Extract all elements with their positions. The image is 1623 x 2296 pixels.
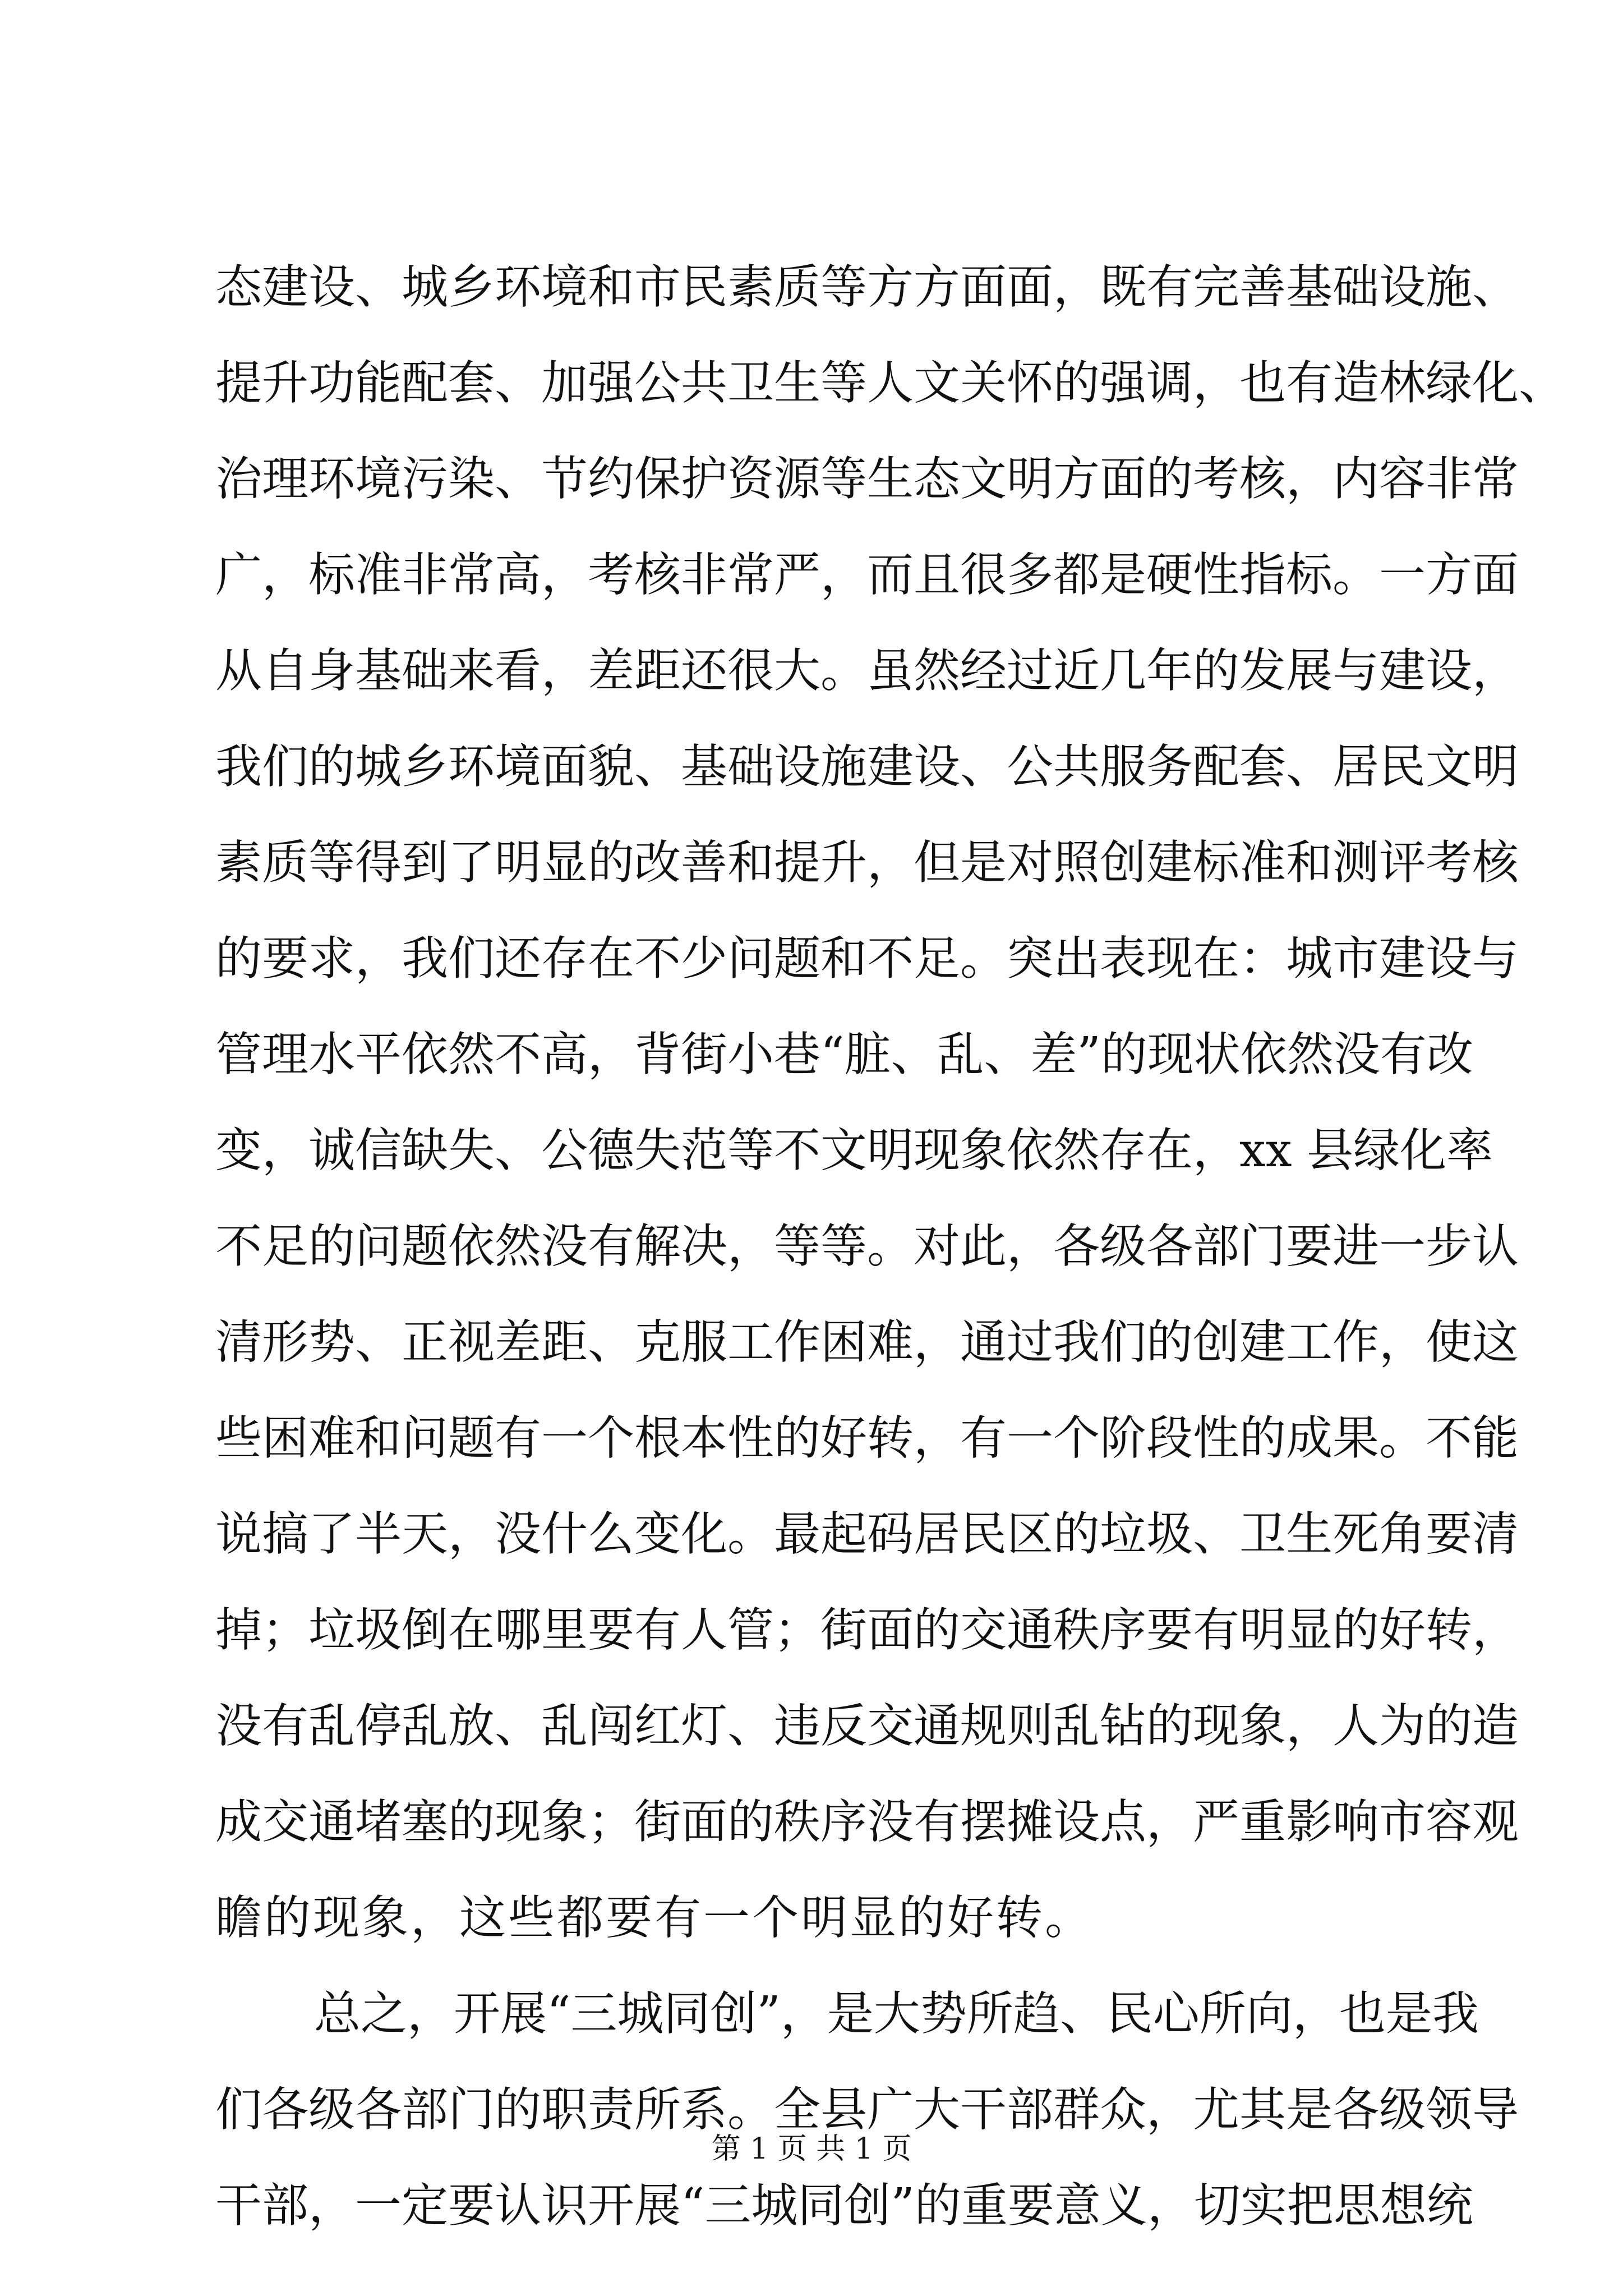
text-line: 治理环境污染、节约保护资源等生态文明方面的考核，内容非常 — [215, 452, 1519, 506]
text-line: 提升功能配套、加强公共卫生等人文关怀的强调，也有造林绿化、 — [215, 356, 1565, 410]
text-line: 从自身基础来看，差距还很大。虽然经过近几年的发展与建设， — [215, 643, 1519, 698]
text-line: 说搞了半天，没什么变化。最起码居民区的垃圾、卫生死角要清 — [215, 1507, 1519, 1561]
paragraph-first-line: 总之，开展“三城同创”，是大势所趋、民心所向，也是我 — [314, 1986, 1479, 2041]
text-line: 变，诚信缺失、公德失范等不文明现象依然存在，xx 县绿化率 — [215, 1123, 1493, 1177]
text-line: 成交通堵塞的现象；街面的秩序没有摆摊设点，严重影响市容观 — [215, 1795, 1519, 1849]
text-line: 掉；垃圾倒在哪里要有人管；街面的交通秩序要有明显的好转， — [215, 1603, 1519, 1657]
text-line: 态建设、城乡环境和市民素质等方方面面，既有完善基础设施、 — [215, 260, 1519, 314]
text-line: 不足的问题依然没有解决，等等。对此，各级各部门要进一步认 — [215, 1219, 1519, 1273]
text-line: 干部，一定要认识开展“三城同创”的重要意义，切实把思想统 — [215, 2178, 1473, 2233]
text-line: 清形势、正视差距、克服工作困难，通过我们的创建工作，使这 — [215, 1315, 1519, 1369]
text-line: 广，标准非常高，考核非常严，而且很多都是硬性指标。一方面 — [215, 547, 1519, 602]
text-line: 些困难和问题有一个根本性的好转，有一个阶段性的成果。不能 — [215, 1411, 1519, 1465]
text-line: 瞻的现象，这些都要有一个明显的好转。 — [215, 1890, 1094, 1945]
page-number-footer: 第 1 页 共 1 页 — [711, 2132, 912, 2166]
text-line: 素质等得到了明显的改善和提升，但是对照创建标准和测评考核 — [215, 835, 1519, 890]
text-line: 管理水平依然不高，背街小巷“脏、乱、差”的现状依然没有改 — [215, 1027, 1473, 1082]
text-line: 们各级各部门的职责所系。全县广大干部群众，尤其是各级领导 — [215, 2082, 1519, 2137]
text-line: 我们的城乡环境面貌、基础设施建设、公共服务配套、居民文明 — [215, 739, 1519, 794]
text-line: 的要求，我们还存在不少问题和不足。突出表现在：城市建设与 — [215, 931, 1519, 986]
text-line: 没有乱停乱放、乱闯红灯、违反交通规则乱钻的现象，人为的造 — [215, 1699, 1519, 1753]
